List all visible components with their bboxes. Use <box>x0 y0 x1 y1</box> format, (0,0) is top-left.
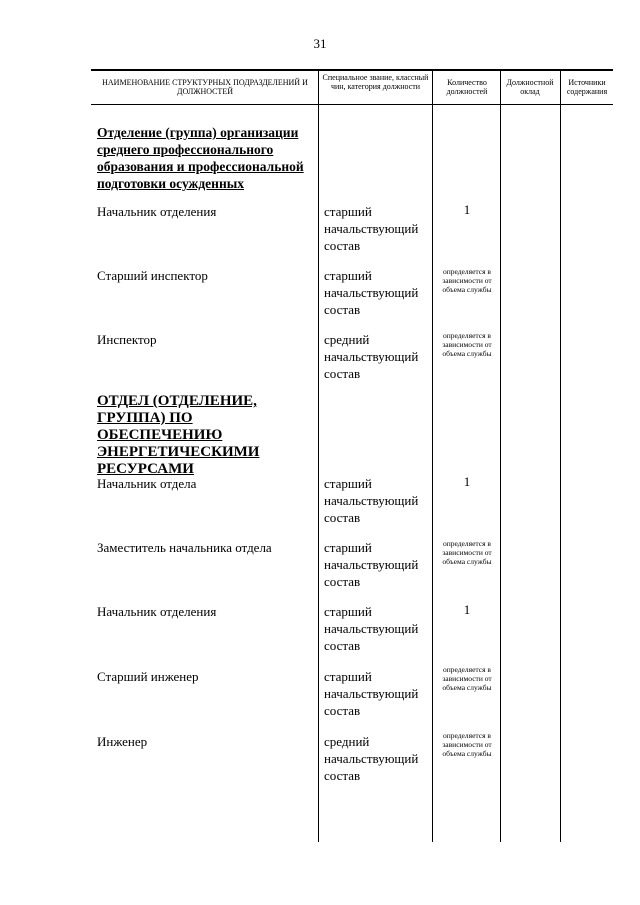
position-count: определяется в зависимости от объема службы <box>442 331 492 358</box>
header-bottom-rule <box>91 104 613 105</box>
column-divider <box>432 69 433 842</box>
column-divider <box>560 69 561 842</box>
position-count: определяется в зависимости от объема службы <box>442 539 492 566</box>
position-count: определяется в зависимости от объема службы <box>442 665 492 692</box>
header-rank-column: Специальное звание, классный чин, категория должности <box>322 73 429 91</box>
position-count: 1 <box>463 602 471 617</box>
position-name: Старший инженер <box>97 669 199 684</box>
header-salary-column: Должностной оклад <box>506 78 554 96</box>
position-name: Начальник отделения <box>97 604 217 619</box>
position-count: 1 <box>463 202 471 217</box>
page-number: 31 <box>313 36 327 51</box>
position-rank: старший начальствующий состав <box>324 204 419 253</box>
section-title: ОТДЕЛ (ОТДЕЛЕНИЕ, ГРУППА) ПО ОБЕСПЕЧЕНИЮ ЭНЕРГЕТИЧЕСКИМИ РЕСУРСАМИ <box>97 393 260 477</box>
position-count: 1 <box>463 474 471 489</box>
position-rank: средний начальствующий состав <box>324 332 419 381</box>
position-rank: старший начальствующий состав <box>324 476 419 525</box>
header-count-column: Количество должностей <box>446 78 488 96</box>
table-top-rule <box>91 69 613 71</box>
position-name: Старший инспектор <box>97 268 208 283</box>
column-divider <box>318 69 319 842</box>
position-rank: старший начальствующий состав <box>324 669 419 718</box>
position-count: определяется в зависимости от объема службы <box>442 731 492 758</box>
header-source-column: Источники содержания <box>566 78 608 96</box>
position-rank: старший начальствующий состав <box>324 268 419 317</box>
position-count: определяется в зависимости от объема службы <box>442 267 492 294</box>
header-name-column: НАИМЕНОВАНИЕ СТРУКТУРНЫХ ПОДРАЗДЕЛЕНИЙ И ДОЛЖНОСТЕЙ <box>102 78 308 96</box>
position-name: Инспектор <box>97 332 157 347</box>
position-name: Инженер <box>97 734 148 749</box>
position-rank: старший начальствующий состав <box>324 540 419 589</box>
section-title: Отделение (группа) организации среднего профессионального образования и профессиональной подготовки осужденных <box>97 125 304 191</box>
column-divider <box>500 69 501 842</box>
position-rank: старший начальствующий состав <box>324 604 419 653</box>
position-name: Заместитель начальника отдела <box>97 540 272 555</box>
position-rank: средний начальствующий состав <box>324 734 419 783</box>
position-name: Начальник отделения <box>97 204 217 219</box>
position-name: Начальник отдела <box>97 476 197 491</box>
